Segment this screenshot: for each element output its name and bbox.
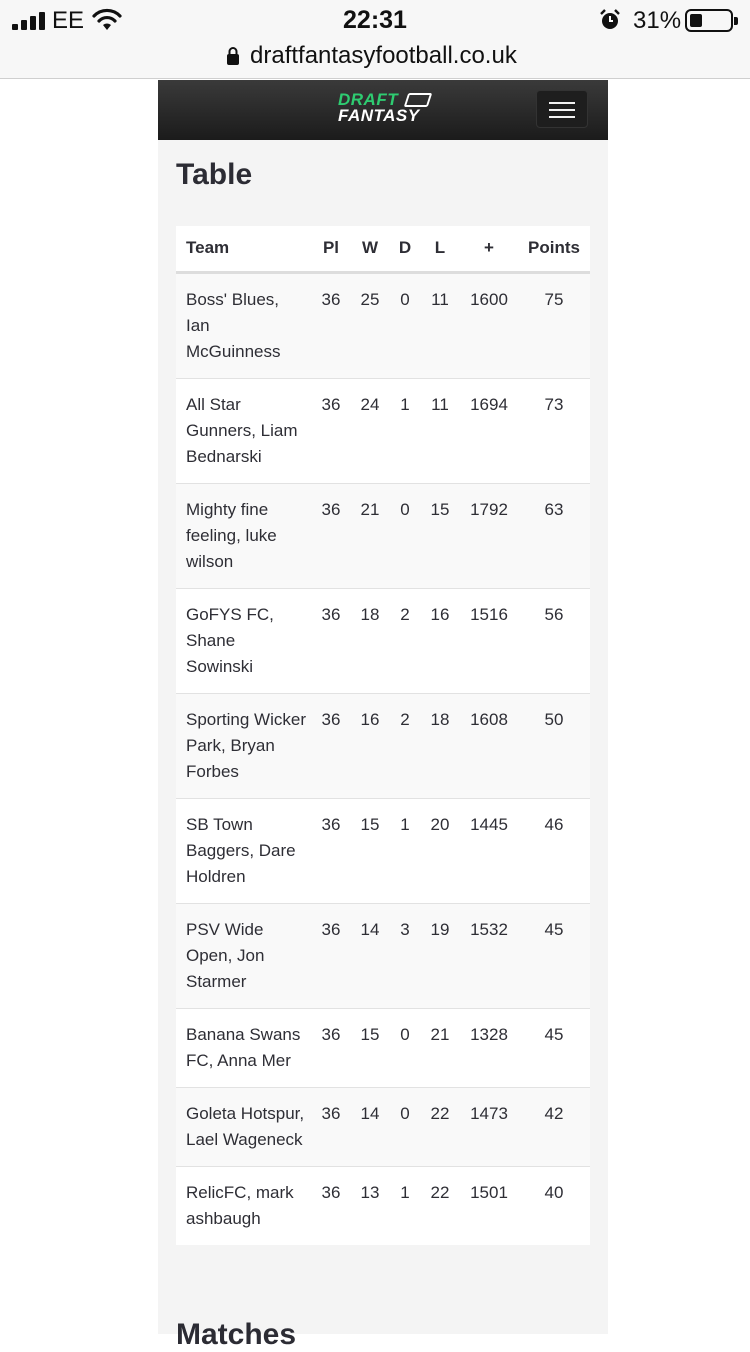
clock: 22:31 [343, 6, 407, 34]
table-row [176, 378, 590, 483]
cell-lost: 11 [431, 289, 449, 309]
cell-team: All Star Gunners, Liam Bednarski [186, 394, 298, 466]
hamburger-menu-button[interactable] [536, 90, 588, 128]
cell-lost: 19 [430, 919, 450, 939]
table-body [176, 272, 590, 1245]
cell-played: 36 [321, 604, 341, 624]
table-row [176, 1087, 590, 1166]
cell-team: SB Town Baggers, Dare Holdren [186, 814, 296, 886]
cell-plus: 1608 [470, 709, 508, 729]
league-table [176, 226, 590, 1245]
cell-points: 45 [544, 919, 564, 939]
cell-played: 36 [321, 1024, 341, 1044]
table-row [176, 483, 590, 588]
battery-icon [685, 9, 733, 32]
header-plus: + [460, 226, 518, 272]
table-row [176, 693, 590, 798]
cell-drawn: 1 [400, 394, 410, 414]
url-text[interactable]: draftfantasyfootball.co.uk [250, 42, 517, 69]
cell-drawn: 0 [400, 1103, 410, 1123]
browser-address-bar[interactable] [0, 40, 750, 79]
cell-drawn: 1 [400, 814, 410, 834]
cell-points: 46 [544, 814, 564, 834]
cell-lost: 20 [430, 814, 450, 834]
cell-plus: 1792 [470, 499, 508, 519]
cell-played: 36 [321, 814, 341, 834]
cell-plus: 1473 [470, 1103, 508, 1123]
site-logo[interactable] [338, 92, 430, 128]
status-bar [0, 0, 750, 40]
cell-plus: 1694 [470, 394, 508, 414]
cell-team: Mighty fine feeling, luke wilson [186, 499, 277, 571]
table-row [176, 1008, 590, 1087]
header-played: Pl [312, 226, 350, 272]
cell-won: 16 [360, 709, 380, 729]
logo-line-draft: DRAFT [338, 90, 399, 109]
cell-drawn: 0 [400, 499, 410, 519]
cell-lost: 15 [430, 499, 450, 519]
cell-won: 15 [360, 1024, 380, 1044]
cell-won: 14 [360, 919, 380, 939]
battery-percentage: 31% [633, 7, 682, 34]
page-content [158, 80, 608, 1351]
cell-plus: 1516 [470, 604, 508, 624]
cell-plus: 1328 [470, 1024, 508, 1044]
site-navbar [158, 80, 608, 140]
cell-points: 75 [544, 289, 564, 309]
cell-lost: 21 [430, 1024, 450, 1044]
cell-lost: 22 [430, 1103, 450, 1123]
cell-played: 36 [321, 499, 341, 519]
cell-team: RelicFC, mark ashbaugh [186, 1182, 294, 1228]
table-row [176, 798, 590, 903]
table-row [176, 588, 590, 693]
cell-won: 21 [360, 499, 380, 519]
cell-won: 13 [360, 1182, 380, 1202]
cell-played: 36 [321, 1182, 341, 1202]
cell-team: PSV Wide Open, Jon Starmer [186, 919, 265, 991]
header-drawn: D [390, 226, 420, 272]
cell-won: 15 [360, 814, 380, 834]
header-won: W [350, 226, 390, 272]
cell-lost: 22 [430, 1182, 450, 1202]
cell-lost: 16 [430, 604, 450, 624]
cell-drawn: 0 [400, 289, 410, 309]
table-row [176, 272, 590, 378]
cell-lost: 11 [431, 394, 449, 414]
cell-drawn: 3 [400, 919, 410, 939]
cell-plus: 1445 [470, 814, 508, 834]
cell-team: Goleta Hotspur, Lael Wageneck [186, 1103, 305, 1149]
cell-drawn: 0 [400, 1024, 410, 1044]
cell-points: 56 [544, 604, 564, 624]
cell-won: 25 [360, 289, 380, 309]
cell-points: 50 [544, 709, 564, 729]
header-points: Points [518, 226, 590, 272]
cell-played: 36 [321, 394, 341, 414]
cell-drawn: 1 [400, 1182, 410, 1202]
alarm-icon [599, 9, 621, 31]
cell-won: 24 [360, 394, 380, 414]
logo-line-fantasy: FANTASY [338, 106, 420, 125]
cell-played: 36 [321, 1103, 341, 1123]
cell-plus: 1600 [470, 289, 508, 309]
cell-team: Sporting Wicker Park, Bryan Forbes [186, 709, 306, 781]
lock-icon [226, 46, 240, 66]
logo-mark-icon [404, 93, 433, 107]
cell-points: 40 [544, 1182, 564, 1202]
cell-team: Boss' Blues, Ian McGuinness [186, 289, 281, 361]
cell-points: 45 [544, 1024, 564, 1044]
cell-team: GoFYS FC, Shane Sowinski [186, 604, 274, 676]
cell-points: 42 [544, 1103, 564, 1123]
cell-won: 14 [360, 1103, 380, 1123]
cell-played: 36 [321, 919, 341, 939]
carrier-label: EE [52, 7, 85, 34]
cell-plus: 1501 [470, 1182, 508, 1202]
header-team: Team [176, 226, 312, 272]
cell-played: 36 [321, 709, 341, 729]
cell-lost: 18 [430, 709, 450, 729]
table-row [176, 903, 590, 1008]
table-header-row [176, 226, 590, 272]
cell-team: Banana Swans FC, Anna Mer [186, 1024, 301, 1070]
cell-points: 73 [544, 394, 564, 414]
cell-points: 63 [544, 499, 564, 519]
cell-plus: 1532 [470, 919, 508, 939]
matches-heading: Matches [176, 1318, 297, 1351]
cell-won: 18 [360, 604, 380, 624]
table-row [176, 1166, 590, 1245]
cell-drawn: 2 [400, 604, 410, 624]
header-lost: L [420, 226, 460, 272]
cell-drawn: 2 [400, 709, 410, 729]
cell-played: 36 [321, 289, 341, 309]
page-title: Table [176, 158, 253, 191]
